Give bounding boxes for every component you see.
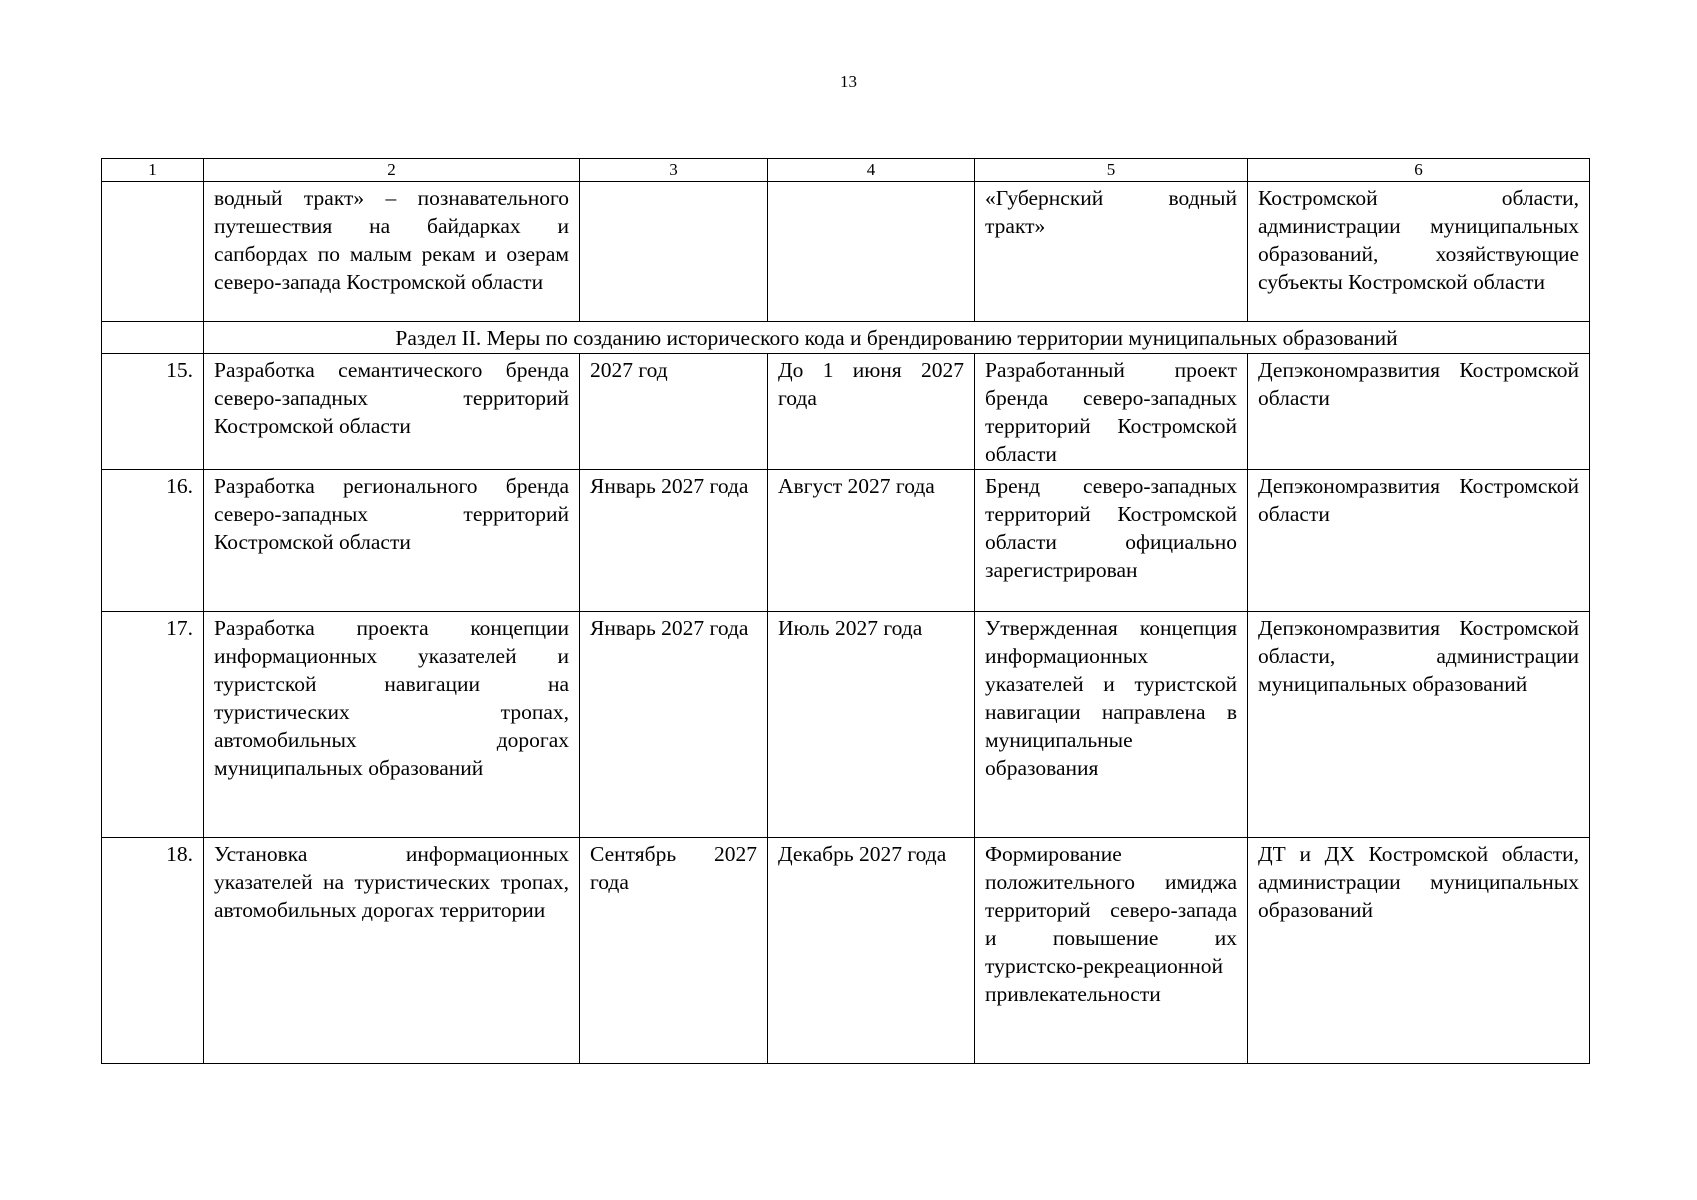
column-number-row [102,159,1590,182]
end-date-cell: Июль 2027 года [768,612,975,838]
table-row [102,612,1590,838]
responsible-cell: Костромской области, администрации муниципальных образований, хозяйствующие субъекты Костромской области [1248,182,1590,322]
start-date-cell: Январь 2027 года [580,470,768,612]
result-cell: Бренд северо-западных территорий Костромской области официально зарегистрирован [975,470,1248,612]
section-row [102,322,1590,354]
measure-cell: Разработка регионального бренда северо-западных территорий Костромской области [204,470,580,612]
continuation-row [102,182,1590,322]
end-date-cell: Август 2027 года [768,470,975,612]
result-cell: «Губернский водный тракт» [975,182,1248,322]
measures-table [101,158,1590,1064]
result-cell: Разработанный проект бренда северо-западных территорий Костромской области [975,354,1248,470]
column-number: 1 [102,159,204,182]
table-row [102,470,1590,612]
measure-cell: Разработка проекта концепции информационных указателей и туристской навигации на туристических тропах, автомобильных дорогах муниципальных образований [204,612,580,838]
start-date-cell: Январь 2027 года [580,612,768,838]
result-cell: Формирование положительного имиджа территорий северо-запада и повышение их туристско-рекреационной привлекательности [975,838,1248,1064]
row-number: 18. [102,838,204,1064]
table-row [102,354,1590,470]
page-number: 13 [840,72,857,91]
section-title: Раздел II. Меры по созданию исторического кода и брендированию территории муниципальных образований [204,322,1590,354]
row-number: 17. [102,612,204,838]
responsible-cell: ДТ и ДХ Костромской области, администрации муниципальных образований [1248,838,1590,1064]
measure-cell: водный тракт» – познавательного путешествия на байдарках и сапбордах по малым рекам и озерам северо-запада Костромской области [204,182,580,322]
responsible-cell: Депэкономразвития Костромской области, администрации муниципальных образований [1248,612,1590,838]
row-number: 15. [102,354,204,470]
start-date-cell [580,182,768,322]
end-date-cell: До 1 июня 2027 года [768,354,975,470]
row-number: 16. [102,470,204,612]
start-date-cell: 2027 год [580,354,768,470]
end-date-cell [768,182,975,322]
table-row [102,838,1590,1064]
responsible-cell: Депэкономразвития Костромской области [1248,354,1590,470]
column-number: 2 [204,159,580,182]
start-date-cell: Сентябрь 2027 года [580,838,768,1064]
end-date-cell: Декабрь 2027 года [768,838,975,1064]
measure-cell: Разработка семантического бренда северо-западных территорий Костромской области [204,354,580,470]
responsible-cell: Депэкономразвития Костромской области [1248,470,1590,612]
column-number: 4 [768,159,975,182]
measure-cell: Установка информационных указателей на туристических тропах, автомобильных дорогах территории [204,838,580,1064]
row-number-cell [102,182,204,322]
column-number: 6 [1248,159,1590,182]
column-number: 3 [580,159,768,182]
row-number-cell [102,322,204,354]
column-number: 5 [975,159,1248,182]
result-cell: Утвержденная концепция информационных указателей и туристской навигации направлена в муниципальные образования [975,612,1248,838]
